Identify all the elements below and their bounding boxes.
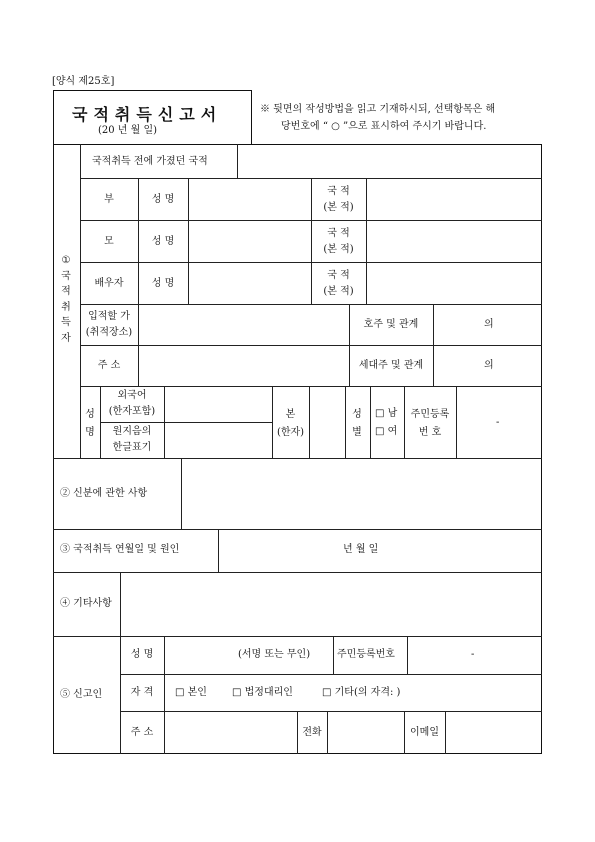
father-nationality-field[interactable] bbox=[367, 179, 541, 219]
signature-hint[interactable]: (서명 또는 무인) bbox=[238, 649, 311, 660]
section4-label: ④ 기타사항 bbox=[60, 598, 112, 609]
other-details-field[interactable] bbox=[121, 573, 541, 635]
korean-name-label: 원지음의 한글표기 bbox=[112, 426, 152, 453]
household-label: 세대주 및 관계 bbox=[358, 360, 424, 371]
reporter-resident-no-field[interactable]: - bbox=[471, 649, 475, 660]
name-label: 성 명 bbox=[85, 409, 95, 438]
section3-label: ③ 국적취득 연월일 및 원인 bbox=[60, 544, 180, 555]
gender-label: 성 별 bbox=[352, 409, 362, 438]
father-label: 부 bbox=[104, 194, 114, 205]
father-name-field[interactable] bbox=[189, 179, 310, 219]
form-number: [양식 제25호] bbox=[52, 76, 115, 87]
resident-no-field[interactable]: - bbox=[496, 417, 500, 428]
mother-nationality-field[interactable] bbox=[367, 221, 541, 261]
bon-label: 본 (한자) bbox=[276, 409, 305, 438]
father-name-label: 성 명 bbox=[151, 194, 175, 205]
phone-label: 전화 bbox=[302, 727, 322, 738]
section5-label: ⑤ 신고인 bbox=[60, 689, 103, 700]
reporter-resident-no-label: 주민등록번호 bbox=[337, 649, 395, 660]
qualification-label: 자 격 bbox=[130, 687, 154, 698]
notice-line-2: 당번호에 “ ○ ”으로 표시하여 주시기 바랍니다. bbox=[281, 121, 487, 132]
foreign-name-label: 외국어 (한자포함) bbox=[108, 390, 156, 417]
mother-nationality-label: 국 적 (본 적) bbox=[323, 228, 354, 255]
entry-register-field[interactable] bbox=[139, 305, 348, 344]
email-field[interactable] bbox=[446, 712, 541, 753]
father-nationality-label: 국 적 (본 적) bbox=[323, 186, 354, 213]
foreign-name-field[interactable] bbox=[165, 387, 271, 421]
resident-no-label: 주민등록 번 호 bbox=[410, 409, 450, 438]
qualification-other-checkbox[interactable]: □ 기타(의 자격: ) bbox=[322, 687, 401, 698]
acquisition-date-field[interactable]: 년 월 일 bbox=[343, 544, 379, 555]
notice-line-1: ※ 뒷면의 작성방법을 읽고 기재하시되, 선택항목은 해 bbox=[260, 104, 496, 115]
head-relation-label: 호주 및 관계 bbox=[363, 319, 419, 330]
filing-date: (20 년 월 일) bbox=[98, 125, 158, 136]
mother-name-field[interactable] bbox=[189, 221, 310, 261]
spouse-name-field[interactable] bbox=[189, 263, 310, 303]
address-label: 주 소 bbox=[97, 360, 121, 371]
section1-label: ① 국 적 취 득 자 bbox=[61, 255, 71, 344]
form-title: 국적취득신고서 bbox=[72, 105, 223, 124]
spouse-nationality-field[interactable] bbox=[367, 263, 541, 303]
prev-nationality-field[interactable] bbox=[238, 145, 541, 177]
status-details-field[interactable] bbox=[182, 459, 541, 528]
bon-field[interactable] bbox=[310, 387, 344, 457]
address-field[interactable] bbox=[139, 346, 348, 385]
qualification-self-checkbox[interactable]: □ 본인 bbox=[175, 687, 207, 698]
spouse-name-label: 성 명 bbox=[151, 278, 175, 289]
mother-name-label: 성 명 bbox=[151, 236, 175, 247]
gender-female-checkbox[interactable]: □ 여 bbox=[375, 426, 398, 437]
head-relation-suffix: 의 bbox=[484, 319, 494, 330]
qualification-legal-checkbox[interactable]: □ 법정대리인 bbox=[232, 687, 293, 698]
spouse-label: 배우자 bbox=[94, 278, 124, 289]
phone-field[interactable] bbox=[328, 712, 403, 753]
household-suffix: 의 bbox=[484, 360, 494, 371]
korean-name-field[interactable] bbox=[165, 423, 271, 457]
entry-register-label: 입적할 가 (취적장소) bbox=[85, 311, 133, 338]
gender-male-checkbox[interactable]: □ 남 bbox=[375, 408, 398, 419]
mother-label: 모 bbox=[104, 236, 114, 247]
spouse-nationality-label: 국 적 (본 적) bbox=[323, 270, 354, 297]
reporter-address-field[interactable] bbox=[165, 712, 296, 753]
email-label: 이메일 bbox=[410, 727, 439, 738]
reporter-name-label: 성 명 bbox=[130, 649, 154, 660]
section2-label: ② 신분에 관한 사항 bbox=[60, 488, 148, 499]
reporter-address-label: 주 소 bbox=[130, 727, 154, 738]
prev-nationality-label: 국적취득 전에 가졌던 국적 bbox=[92, 156, 208, 167]
